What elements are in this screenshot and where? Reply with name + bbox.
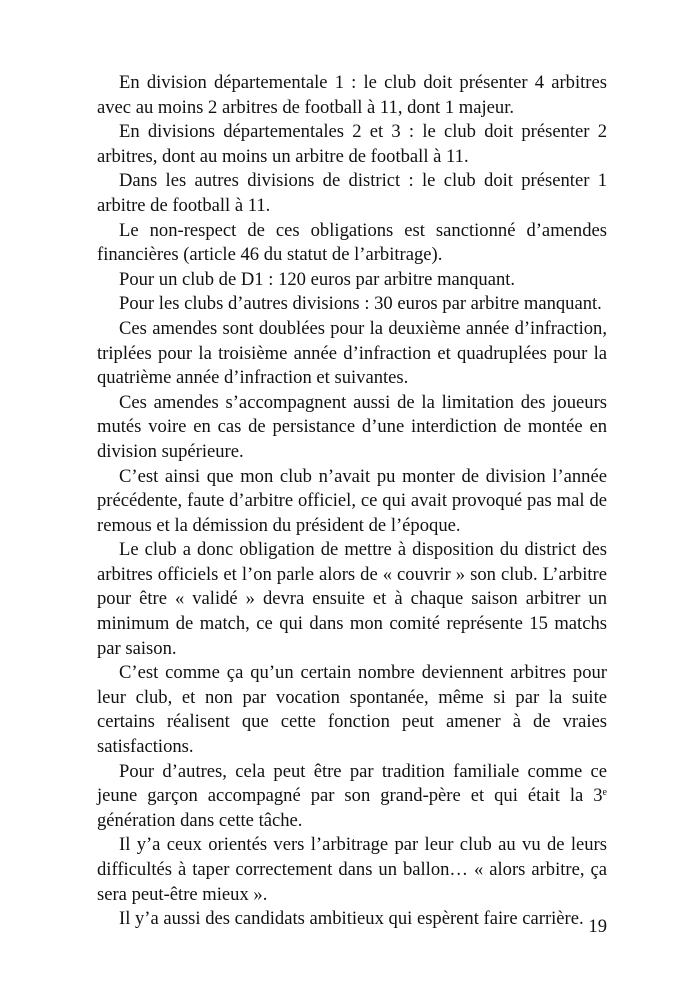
paragraph-12-start: Pour d’autres, cela peut être par tradition familiale comme ce jeune garçon accompagné par son grand-père et qui était la 3 [97, 760, 607, 807]
paragraph-12 [97, 760, 607, 834]
paragraph-13: Il y’a ceux orientés vers l’arbitrage par leur club au vu de leurs difficultés à taper correctement dans un ballon… « alors arbitre, ça sera peut-être mieux ». [97, 834, 607, 905]
paragraph-6: Pour les clubs d’autres divisions : 30 euros par arbitre manquant. [119, 293, 602, 315]
paragraph-5: Pour un club de D1 : 120 euros par arbitre manquant. [119, 268, 516, 290]
paragraph-4: Le non-respect de ces obligations est sanctionné d’amendes financières (article 46 du statut de l’arbitrage). [97, 219, 607, 266]
paragraph-14: Il y’a aussi des candidats ambitieux qui espèrent faire carrière. [119, 908, 584, 930]
paragraph-2: En divisions départementales 2 et 3 : le club doit présenter 2 arbitres, dont au moins un arbitre de football à 11. [97, 121, 607, 167]
paragraph-3: Dans les autres divisions de district : le club doit présenter 1 arbitre de football à 11. [97, 170, 607, 216]
ordinal-superscript: e [602, 787, 607, 799]
paragraph-9: C’est ainsi que mon club n’avait pu monter de division l’année précédente, faute d’arbitre officiel, ce qui avait provoqué pas mal de remous et la démission du président de l’époque. [97, 465, 607, 536]
paragraph-7: Ces amendes sont doublées pour la deuxième année d’infraction, triplées pour la troisième année d’infraction et quadruplées pour la quatrième année d’infraction et suivantes. [97, 317, 607, 389]
paragraph-1: En division départementale 1 : le club doit présenter 4 arbitres avec au moins 2 arbitres de football à 11, dont 1 majeur. [97, 72, 607, 118]
paragraph-12-end: génération dans cette tâche. [97, 809, 303, 831]
page-body [97, 71, 607, 932]
paragraph-10: Le club a donc obligation de mettre à disposition du district des arbitres officiels et l’on parle alors de « couvrir » son club. L’arbitre pour être « validé » devra ensuite et à chaque saison arbitrer un minimum de match, ce qui dans mon comité représente 15 matchs par saison. [97, 539, 607, 659]
page-number: 19 [588, 916, 607, 937]
paragraph-8: Ces amendes s’accompagnent aussi de la limitation des joueurs mutés voire en cas de persistance d’une interdiction de montée en division supérieure. [97, 391, 607, 462]
paragraph-11: C’est comme ça qu’un certain nombre deviennent arbitres pour leur club, et non par vocation spontanée, même si par la suite certains réalisent que cette fonction peut amener à de vraies satisfactions. [97, 662, 607, 758]
